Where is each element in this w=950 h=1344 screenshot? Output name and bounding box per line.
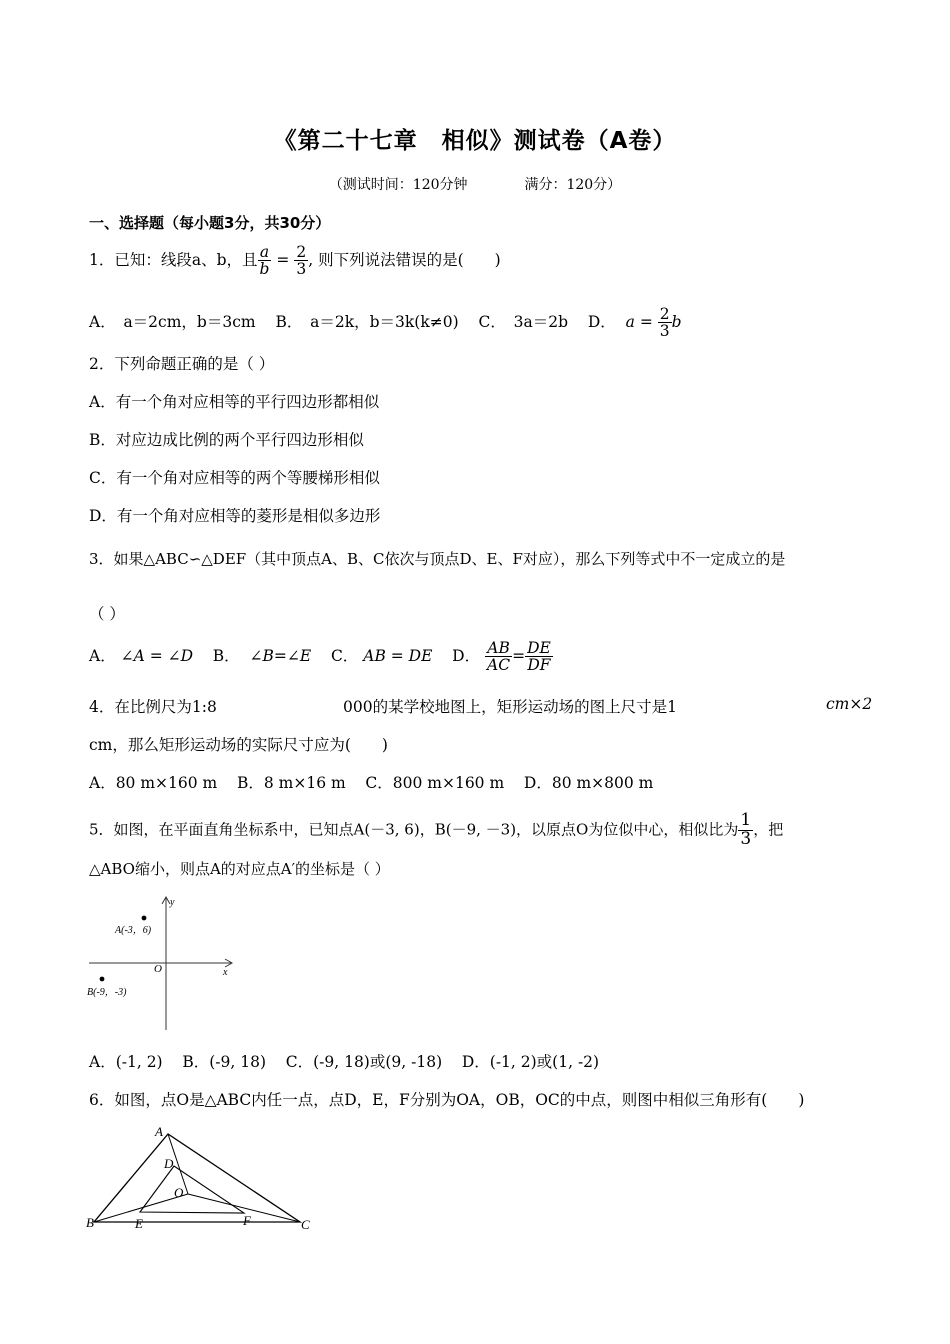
test-time: （测试时间：120分钟 <box>328 177 468 193</box>
fraction-a-over-b: $\frac{a}{b}$ <box>259 243 270 279</box>
label-c: C <box>301 1217 310 1232</box>
question-3-paren: （ ） <box>89 605 125 623</box>
coordinate-figure <box>84 892 254 1034</box>
question-6-stem: 6．如图，点O是△ABC内任一点，点D，E，F分别为OA，OB，OC的中点，则图中相似三角形有( ) <box>89 1091 805 1109</box>
question-4-options <box>89 771 653 793</box>
triangle-figure <box>84 1122 316 1236</box>
origin-label: O <box>154 963 162 975</box>
y-label: y <box>170 897 175 908</box>
point-b <box>100 977 105 982</box>
q4-option-d[interactable]: D．80 m×800 m <box>523 774 654 792</box>
q5-option-a[interactable]: A．(-1, 2) <box>89 1053 163 1071</box>
label-b: B <box>86 1215 94 1230</box>
question-3-options <box>89 640 553 674</box>
q1-option-d[interactable]: D． a = $\frac{2}{3}$ b <box>587 305 682 341</box>
question-5-options <box>89 1050 599 1072</box>
fraction-two-thirds: $\frac{2}{3}$ <box>296 243 307 279</box>
question-5-stem-c: △ABO缩小，则点A的对应点A′的坐标是（ ） <box>89 860 390 878</box>
label-o: O <box>174 1185 184 1200</box>
point-b-label: B(-9，-3) <box>87 987 127 998</box>
label-a: A <box>155 1124 163 1139</box>
q3-option-a[interactable]: A． ∠A = ∠D <box>89 646 194 665</box>
triangle-def <box>140 1166 244 1213</box>
x-label: x <box>223 967 228 978</box>
q2-option-d[interactable]: D．有一个角对应相等的菱形是相似多边形 <box>89 507 381 525</box>
question-1-stem: 1．已知：线段a、b，且 $\frac{a}{b}$ = $\frac{2}{3}$ , 则下列说法错误的是( ) <box>89 243 501 279</box>
label-f: F <box>243 1213 251 1228</box>
triangle-abc <box>94 1134 300 1222</box>
fraction-one-third: $\frac{1}{3}$ <box>740 810 752 849</box>
q4-option-c[interactable]: C．800 m×160 m <box>365 774 505 792</box>
question-1-options <box>89 306 682 340</box>
test-info <box>0 174 950 194</box>
full-score: 满分：120分） <box>524 177 622 193</box>
q5-option-b[interactable]: B．(-9, 18) <box>182 1053 266 1071</box>
q2-option-c[interactable]: C．有一个角对应相等的两个等腰梯形相似 <box>89 469 380 487</box>
label-e: E <box>135 1216 143 1231</box>
question-4-stem-c: cm×2 <box>826 695 873 713</box>
question-4-stem-a: 4．在比例尺为1:8 <box>89 698 217 716</box>
q3-option-c[interactable]: C． AB = DE <box>330 646 433 665</box>
page-title: 《第二十七章 相似》测试卷（A卷） <box>273 128 677 154</box>
label-d: D <box>164 1156 174 1171</box>
q1-option-a[interactable]: A． a＝2cm，b＝3cm <box>89 312 256 331</box>
question-5-stem-a: 5．如图，在平面直角坐标系中，已知点A(－3, 6)，B(－9, －3)，以原点O为位似中心，相似比为 $\frac{1}{3}$ ，把 <box>89 810 784 849</box>
q2-option-b[interactable]: B．对应边成比例的两个平行四边形相似 <box>89 431 364 449</box>
q1-option-c[interactable]: C． 3a＝2b <box>478 312 568 331</box>
q3-option-d[interactable]: D． $\frac{AB}{AC}$ = $\frac{DE}{DF}$ <box>452 639 551 675</box>
point-a <box>142 916 147 921</box>
q5-option-d[interactable]: D．(-1, 2)或(1, -2) <box>461 1053 600 1071</box>
q4-option-b[interactable]: B．8 m×16 m <box>236 774 346 792</box>
q4-option-a[interactable]: A．80 m×160 m <box>89 774 218 792</box>
question-4-stem-d: cm，那么矩形运动场的实际尺寸应为( ) <box>89 736 388 754</box>
q5-option-c[interactable]: C．(-9, 18)或(9, -18) <box>285 1053 443 1071</box>
point-a-label: A(-3，6) <box>115 925 152 936</box>
question-4-stem-b: 000的某学校地图上，矩形运动场的图上尺寸是1 <box>343 698 677 716</box>
question-3-stem: 3．如果△ABC∽△DEF（其中顶点A、B、C依次与顶点D、E、F对应），那么下列等式中不一定成立的是 <box>89 550 786 568</box>
q2-option-a[interactable]: A．有一个角对应相等的平行四边形都相似 <box>89 393 380 411</box>
q1-option-b[interactable]: B． a＝2k，b＝3k(k≠0) <box>275 312 459 331</box>
q3-option-b[interactable]: B． ∠B=∠E <box>212 646 312 665</box>
question-2-stem: 2．下列命题正确的是（ ） <box>89 355 275 373</box>
section-heading: 一、选择题（每小题3分，共30分） <box>89 214 331 232</box>
